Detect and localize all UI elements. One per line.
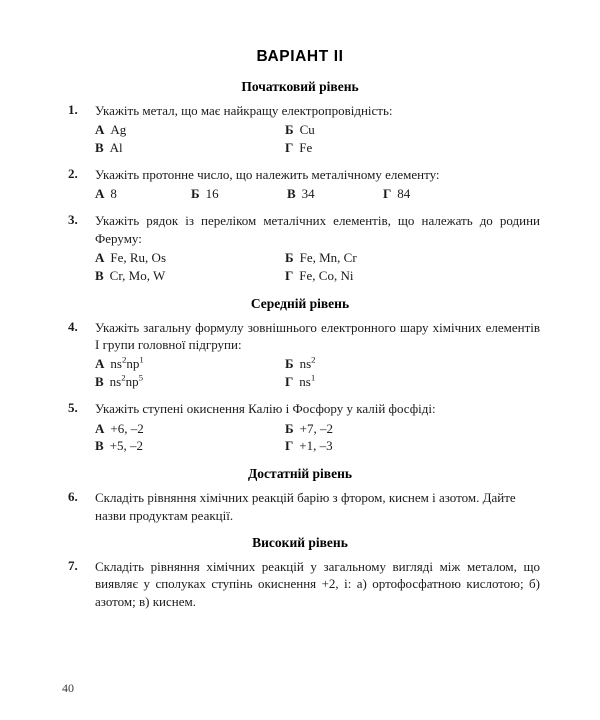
option-letter: А bbox=[95, 420, 105, 436]
option-value: +6, –2 bbox=[110, 420, 144, 436]
option-value: Cr, Mo, W bbox=[109, 267, 166, 283]
answer-option[interactable] bbox=[285, 420, 333, 438]
question-number: 6. bbox=[68, 489, 78, 505]
option-row bbox=[95, 121, 540, 139]
answer-option[interactable] bbox=[383, 185, 479, 203]
question-text: Укажіть рядок із переліком металічних елементів, що належать до родини Феруму: bbox=[95, 213, 540, 246]
option-value: Fe, Ru, Os bbox=[110, 249, 167, 265]
question-3 bbox=[60, 212, 540, 284]
question-2 bbox=[60, 166, 540, 203]
option-value: Ag bbox=[110, 122, 127, 138]
option-letter: Б bbox=[285, 420, 294, 436]
answer-option[interactable] bbox=[95, 437, 285, 455]
option-letter: Г bbox=[285, 374, 294, 390]
option-letter: Г bbox=[285, 438, 294, 454]
answer-option[interactable] bbox=[285, 121, 315, 139]
option-value: Al bbox=[109, 140, 123, 156]
question-1 bbox=[60, 102, 540, 157]
option-value: Fe bbox=[299, 140, 313, 156]
option-value: +7, –2 bbox=[299, 420, 333, 436]
level-heading-sufficient: Достатній рівень bbox=[248, 466, 352, 482]
option-letter: Г bbox=[285, 267, 294, 283]
question-number: 7. bbox=[68, 557, 78, 573]
option-row bbox=[95, 437, 540, 455]
level-heading-high: Високий рівень bbox=[252, 534, 348, 550]
option-row bbox=[95, 249, 540, 267]
option-letter: А bbox=[95, 249, 105, 265]
option-letter: В bbox=[95, 374, 104, 390]
option-row bbox=[95, 267, 540, 285]
question-4 bbox=[60, 319, 540, 391]
superscript: 2 bbox=[121, 355, 127, 366]
superscript: 2 bbox=[121, 372, 126, 383]
answer-option[interactable] bbox=[285, 373, 315, 391]
superscript: 2 bbox=[311, 355, 316, 366]
answer-option[interactable] bbox=[285, 249, 357, 267]
option-letter: А bbox=[95, 122, 105, 138]
question-text: Складіть рівняння хімічних реакцій у загальному вигляді між металом, що виявляє у сполуках ступінь окиснення +2, і: а) ортофосфатною кислотою; б) азотом; в) киснем. bbox=[95, 558, 540, 609]
option-value: 34 bbox=[301, 186, 315, 202]
answer-option[interactable] bbox=[95, 373, 285, 391]
level-heading-middle: Середній рівень bbox=[250, 295, 350, 311]
option-value: +5, –2 bbox=[109, 438, 144, 454]
option-value: 8 bbox=[110, 186, 117, 202]
question-number: 2. bbox=[68, 166, 78, 182]
answer-option[interactable] bbox=[95, 139, 285, 157]
answer-option[interactable] bbox=[95, 420, 285, 438]
answer-option[interactable] bbox=[95, 267, 285, 285]
option-row bbox=[95, 420, 540, 438]
answer-option[interactable] bbox=[95, 121, 285, 139]
option-value: $ns^2np^5$ bbox=[109, 372, 144, 390]
answer-option[interactable] bbox=[95, 249, 285, 267]
option-value: $ns^2np^1$ bbox=[110, 355, 144, 372]
answer-option[interactable] bbox=[191, 185, 287, 203]
answer-options bbox=[95, 249, 540, 285]
answer-options bbox=[95, 121, 540, 157]
option-letter: Б bbox=[191, 186, 200, 202]
question-text: Укажіть загальну формулу зовнішнього електронного шару хімічних елементів І групи головної підгрупи: bbox=[95, 319, 540, 353]
question-text: Укажіть ступені окиснення Калію і Фосфору у калій фосфіді: bbox=[95, 401, 436, 417]
option-letter: А bbox=[95, 186, 105, 202]
question-text: Укажіть протонне число, що належить металічному елементу: bbox=[95, 167, 440, 183]
superscript: 5 bbox=[138, 372, 144, 383]
question-number: 1. bbox=[68, 102, 78, 117]
question-text: Складіть рівняння хімічних реакцій барію з фтором, киснем і азотом. Дайте назви продуктам реакції. bbox=[95, 490, 516, 523]
option-row bbox=[95, 373, 540, 391]
answer-option[interactable] bbox=[285, 139, 312, 157]
option-row bbox=[95, 139, 540, 157]
level-heading-beginner: Початковий рівень bbox=[241, 79, 359, 94]
answer-option[interactable] bbox=[285, 267, 353, 285]
question-5 bbox=[60, 400, 540, 455]
option-value: 84 bbox=[397, 186, 411, 202]
option-value: 16 bbox=[205, 186, 219, 202]
option-row bbox=[95, 355, 540, 373]
option-letter: Г bbox=[383, 186, 392, 202]
option-row bbox=[95, 185, 540, 203]
page-number: 40 bbox=[62, 681, 74, 695]
answer-option[interactable] bbox=[95, 355, 285, 373]
question-6 bbox=[60, 489, 540, 524]
option-letter: Б bbox=[285, 122, 294, 138]
option-letter: А bbox=[95, 356, 105, 372]
option-value: Cu bbox=[299, 122, 315, 138]
option-value: $ns^2$ bbox=[299, 355, 316, 372]
option-letter: Б bbox=[285, 356, 294, 372]
option-value: +1, –3 bbox=[299, 438, 333, 454]
option-letter: В bbox=[287, 186, 296, 202]
superscript: 1 bbox=[139, 355, 144, 366]
answer-options bbox=[95, 185, 540, 203]
answer-option[interactable] bbox=[287, 185, 383, 203]
option-letter: Б bbox=[285, 249, 294, 265]
question-number: 4. bbox=[68, 318, 78, 334]
answer-options bbox=[95, 420, 540, 456]
option-value: Fe, Co, Ni bbox=[299, 267, 354, 283]
option-letter: В bbox=[95, 267, 104, 283]
answer-option[interactable] bbox=[285, 355, 316, 373]
option-letter: В bbox=[95, 438, 104, 454]
answer-option[interactable] bbox=[285, 437, 333, 455]
superscript: 1 bbox=[310, 372, 316, 383]
question-number: 3. bbox=[68, 212, 78, 228]
page-title: ВАРІАНТ II bbox=[256, 48, 344, 65]
question-text: Укажіть метал, що має найкращу електропровідність: bbox=[95, 103, 393, 118]
option-letter: В bbox=[95, 140, 104, 156]
option-value: Fe, Mn, Cr bbox=[299, 249, 357, 265]
option-letter: Г bbox=[285, 140, 294, 156]
answer-options bbox=[95, 355, 540, 391]
answer-option[interactable] bbox=[95, 185, 191, 203]
option-value: $ns^1$ bbox=[299, 372, 316, 390]
question-number: 5. bbox=[68, 400, 78, 416]
question-7 bbox=[60, 558, 540, 610]
